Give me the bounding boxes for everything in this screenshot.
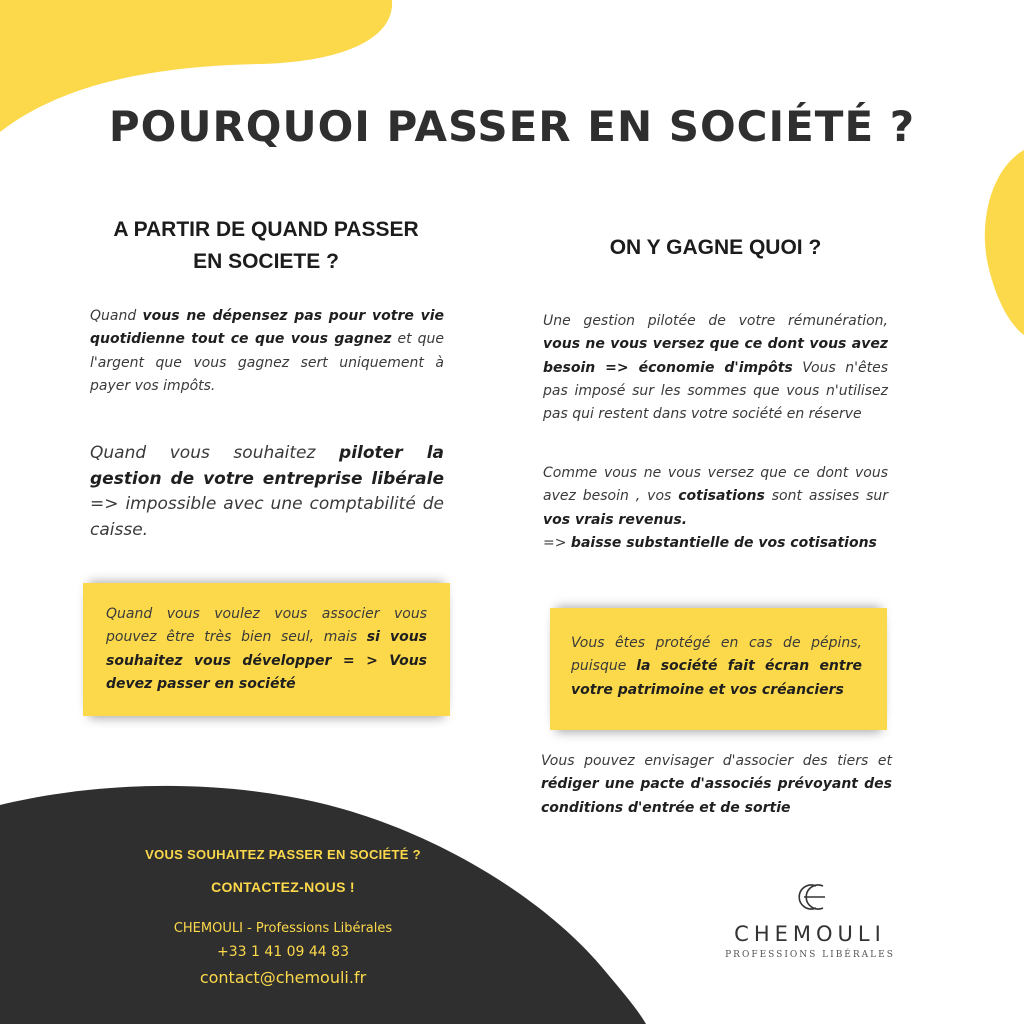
- left-heading: [80, 214, 452, 278]
- left-p2-text-2: => impossible avec une comptabilité de caisse.: [90, 494, 444, 540]
- left-highlight-box: [83, 583, 450, 716]
- left-heading-line1: A PARTIR DE QUAND PASSER: [113, 218, 419, 241]
- right-p2-text: Comme vous ne vous versez que ce dont vous avez besoin , vos: [543, 465, 888, 505]
- left-box-text-bold: si vous souhaitez vous développer = > Vous devez passer en société: [106, 629, 427, 692]
- left-p1-text: Quand: [90, 308, 143, 324]
- company-logo: [700, 878, 920, 968]
- right-heading: ON Y GAGNE QUOI ?: [609, 236, 822, 259]
- right-box-text-plain: Vous êtes protégé en cas de pépins, puisque: [571, 635, 862, 675]
- cta-company: CHEMOULI - Professions Libérales: [173, 921, 393, 936]
- right-paragraph-3: [541, 750, 892, 820]
- right-box-text: [571, 632, 862, 702]
- right-paragraph-1: [543, 310, 888, 426]
- right-p1-text-2: Vous n'êtes pas imposé sur les sommes que vous n'utilisez pas qui restent dans votre société en réserve: [543, 359, 888, 423]
- right-p2-text-2: sont assises sur: [764, 488, 888, 505]
- right-paragraph-2: [543, 462, 888, 555]
- right-p3-bold: rédiger une pacte d'associés prévoyant des conditions d'entrée et de sortie: [541, 776, 892, 816]
- yellow-right-blob: [982, 150, 1024, 340]
- left-p2-text: Quand vous souhaitez: [90, 443, 340, 463]
- cta-question: VOUS SOUHAITEZ PASSER EN SOCIÉTÉ ?: [145, 847, 421, 862]
- right-highlight-box: [550, 608, 887, 730]
- left-p2-bold: piloter la gestion de votre entreprise libérale: [90, 443, 445, 489]
- left-p1-bold: vous ne dépensez pas pour votre vie quotidienne tout ce que vous gagnez: [90, 308, 444, 348]
- left-box-text-plain: Quand vous voulez vous associer vous pouvez être très bien seul, mais: [106, 606, 427, 646]
- right-p2-arrow: =>: [543, 534, 571, 551]
- cta-contact-us: CONTACTEZ-NOUS !: [211, 879, 355, 895]
- left-paragraph-1: [90, 305, 444, 398]
- right-p1-text: Une gestion pilotée de votre rémunération,: [543, 313, 888, 329]
- left-paragraph-2: [90, 441, 444, 543]
- page-title: POURQUOI PASSER EN SOCIÉTÉ ?: [108, 102, 916, 151]
- left-box-text: [106, 603, 427, 696]
- cta-email[interactable]: contact@chemouli.fr: [199, 968, 367, 987]
- right-p2-bold-2: vos vrais revenus.: [543, 511, 688, 528]
- right-p2-bold-1: cotisations: [678, 488, 765, 505]
- right-box-text-bold: la société fait écran entre votre patrimoine et vos créanciers: [571, 658, 862, 698]
- cta-phone[interactable]: +33 1 41 09 44 83: [217, 944, 349, 960]
- logo-name: CHEMOULI: [734, 922, 886, 946]
- chemouli-monogram-icon: [792, 880, 830, 914]
- right-p2-bold-3: baisse substantielle de vos cotisations: [570, 534, 877, 551]
- left-heading-line2: EN SOCIETE ?: [193, 250, 339, 273]
- right-p1-bold: vous ne vous versez que ce dont vous avez besoin => économie d'impôts: [543, 336, 888, 376]
- right-p3-text: Vous pouvez envisager d'associer des tiers et: [541, 753, 892, 769]
- left-p1-text-2: et que l'argent que vous gagnez sert uniquement à payer vos impôts.: [90, 331, 444, 394]
- logo-tagline: PROFESSIONS LIBÉRALES: [725, 950, 895, 960]
